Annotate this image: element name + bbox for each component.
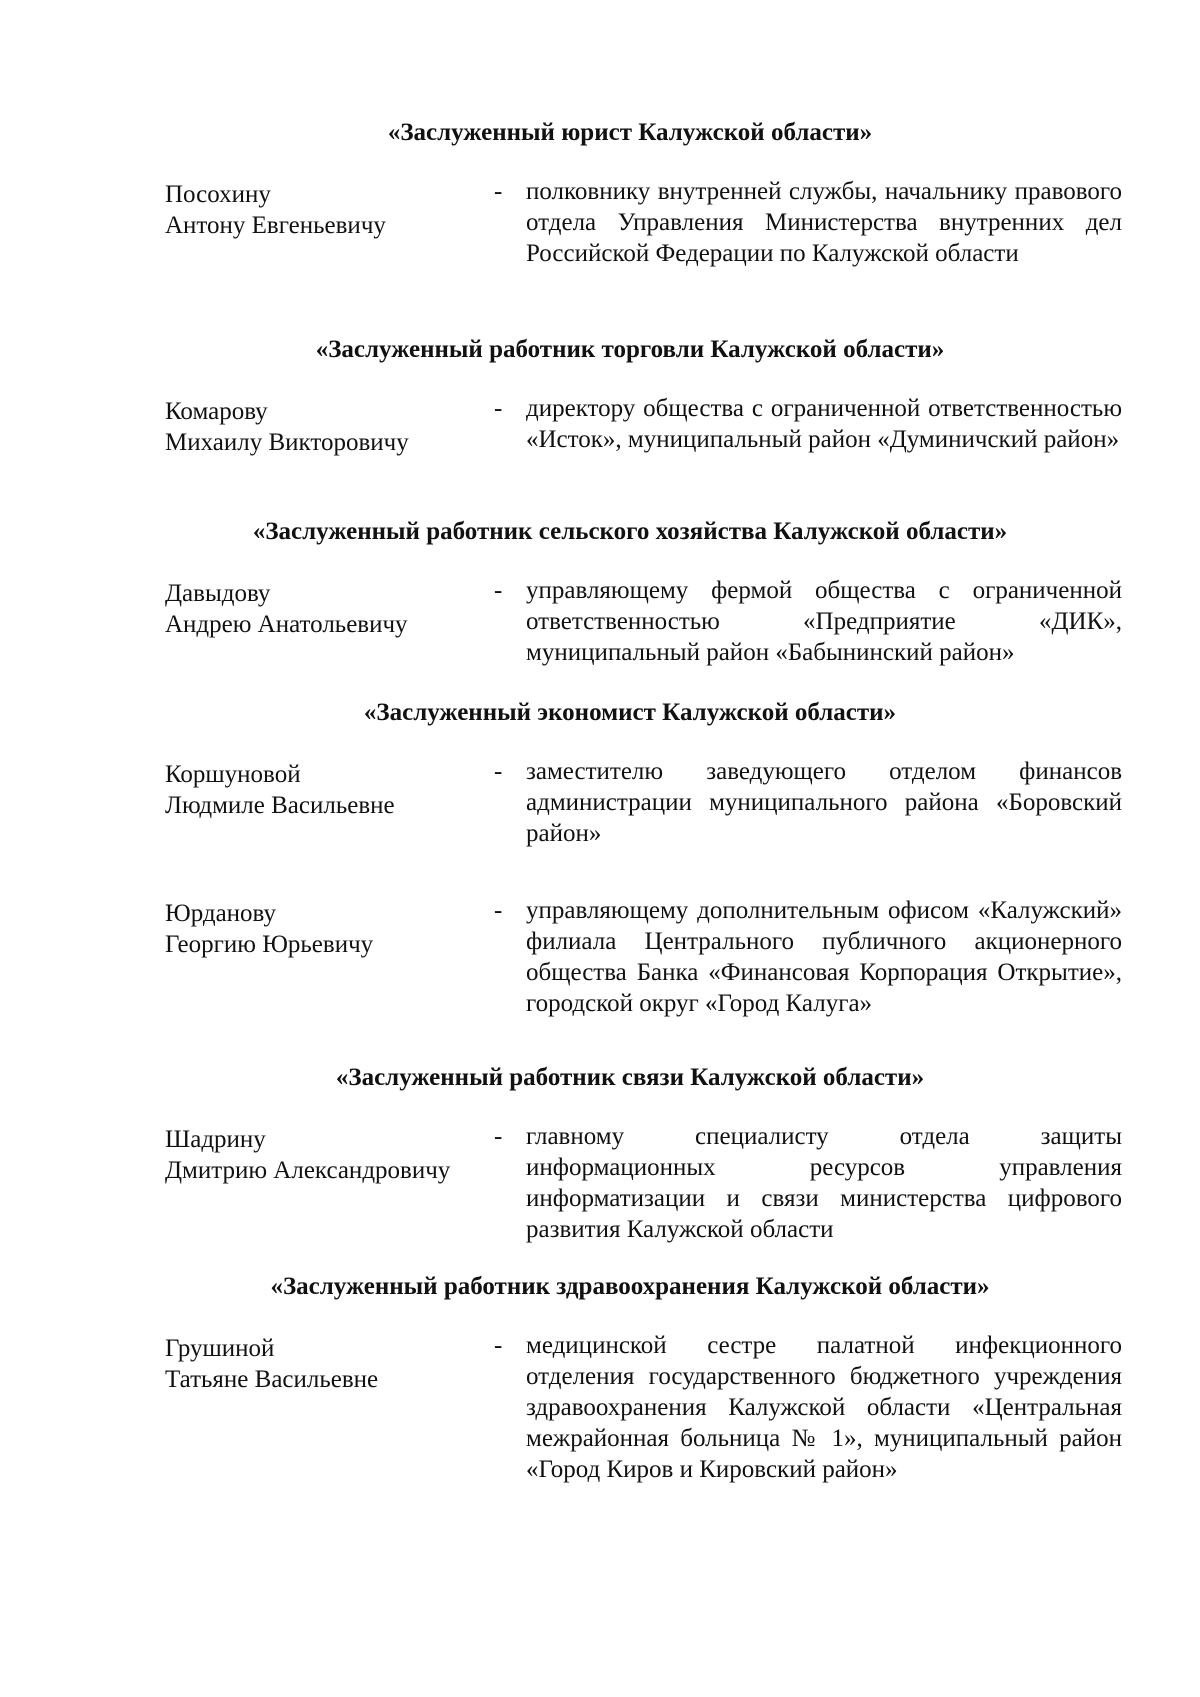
award-section: [0, 335, 1200, 455]
award-entry: [0, 1330, 1200, 1485]
recipient-given-name: Дмитрию Александровичу: [165, 1157, 451, 1184]
award-entry: [0, 1121, 1200, 1245]
separator-dash: -: [494, 395, 503, 422]
recipient-surname: Шадрину: [165, 1126, 266, 1153]
recipient-name: [165, 179, 485, 241]
recipient-position: управляющему дополнительным офисом «Калужский» филиала Центрального публичного акционерного общества Банка «Финансовая Корпорация Открытие», городской округ «Город Калуга»: [526, 897, 1122, 1017]
award-entry: [0, 756, 1200, 849]
recipient-given-name: Людмиле Васильевне: [165, 792, 395, 819]
recipient-name: [165, 578, 485, 640]
recipient-surname: Давыдову: [165, 580, 271, 607]
award-section: [0, 1272, 1200, 1485]
award-entry: [0, 575, 1200, 668]
recipient-surname: Грушиной: [165, 1335, 275, 1362]
award-entry: [0, 895, 1200, 1019]
award-title: «Заслуженный работник торговли Калужской области»: [315, 336, 945, 363]
award-title: «Заслуженный экономист Калужской области»: [363, 699, 897, 726]
award-section: [0, 118, 1200, 269]
award-title: «Заслуженный работник здравоохранения Калужской области»: [270, 1273, 990, 1300]
separator-dash: -: [494, 1123, 503, 1150]
separator-dash: -: [494, 758, 503, 785]
recipient-position: заместителю заведующего отделом финансов администрации муниципального района «Боровский район»: [526, 758, 1122, 847]
recipient-name: [165, 898, 485, 960]
award-entry: [0, 393, 1200, 455]
recipient-position: главному специалисту отдела защиты информационных ресурсов управления информатизации и связи министерства цифрового развития Калужской области: [526, 1123, 1122, 1243]
award-section: [0, 517, 1200, 668]
recipient-given-name: Татьяне Васильевне: [165, 1366, 379, 1393]
recipient-position: директору общества с ограниченной ответственностью «Исток», муниципальный район «Думиничский район»: [526, 395, 1122, 453]
award-title: «Заслуженный юрист Калужской области»: [387, 119, 873, 146]
separator-dash: -: [494, 178, 503, 205]
recipient-surname: Юрданову: [165, 900, 277, 927]
separator-dash: -: [494, 1332, 503, 1359]
recipient-position: полковнику внутренней службы, начальнику правового отдела Управления Министерства внутренних дел Российской Федерации по Калужской области: [526, 178, 1122, 267]
recipient-name: [165, 759, 485, 821]
award-section: [0, 1063, 1200, 1245]
recipient-surname: Посохину: [165, 181, 271, 208]
recipient-name: [165, 1124, 485, 1186]
recipient-name: [165, 1333, 485, 1395]
recipient-given-name: Михаилу Викторовичу: [165, 429, 409, 456]
award-title: «Заслуженный работник сельского хозяйства Калужской области»: [252, 518, 1008, 545]
recipient-position: управляющему фермой общества с ограниченной ответственностью «Предприятие «ДИК», муниципальный район «Бабынинский район»: [526, 577, 1122, 666]
recipient-name: [165, 396, 485, 458]
recipient-position: медицинской сестре палатной инфекционного отделения государственного бюджетного учреждения здравоохранения Калужской области «Центральная межрайонная больница № 1», муниципальный район «Город Киров и Кировский район»: [526, 1332, 1122, 1483]
recipient-given-name: Георгию Юрьевичу: [165, 931, 374, 958]
separator-dash: -: [494, 577, 503, 604]
award-section: [0, 698, 1200, 1019]
recipient-given-name: Антону Евгеньевичу: [165, 212, 386, 239]
recipient-surname: Коршуновой: [165, 761, 301, 788]
recipient-given-name: Андрею Анатольевичу: [165, 611, 408, 638]
award-entry: [0, 176, 1200, 269]
recipient-surname: Комарову: [165, 398, 268, 425]
separator-dash: -: [494, 897, 503, 924]
award-title: «Заслуженный работник связи Калужской области»: [335, 1064, 925, 1091]
